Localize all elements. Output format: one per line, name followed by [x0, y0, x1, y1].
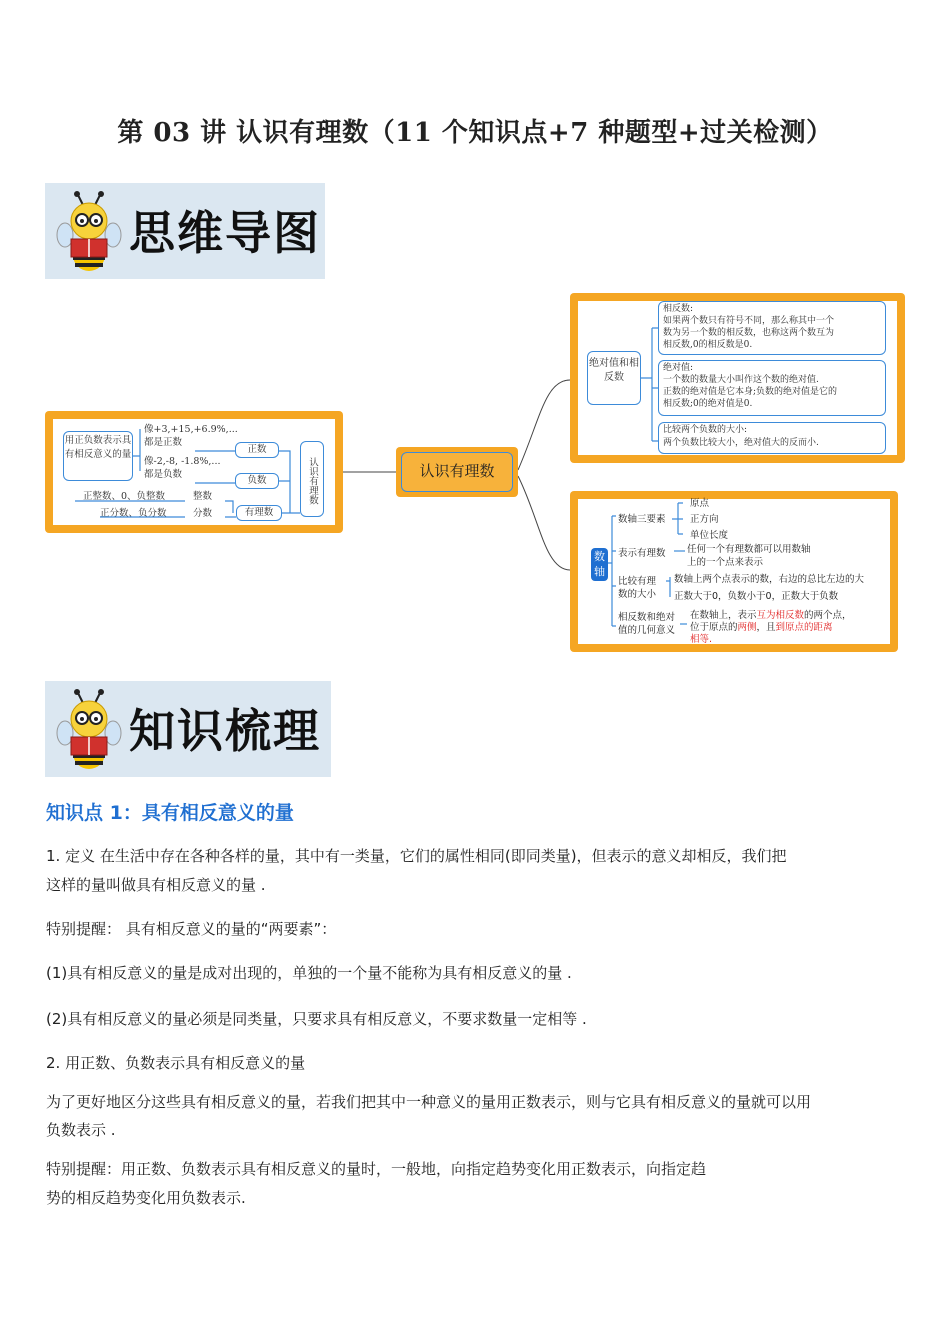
represent-text-1: 任何一个有理数都可以用数轴: [687, 544, 811, 555]
bee-reading-icon: [53, 689, 125, 773]
node-opposite-quantities: 用正负数表示具有相反意义的量: [63, 431, 133, 481]
box-compare-negatives: 比较两个负数的大小: 两个负数比较大小，绝对值大的反而小.: [658, 422, 886, 454]
geometry-label-1: 相反数和绝对: [618, 612, 676, 623]
paragraph-point-2: (2)具有相反意义的量必须是同类量，只要求具有相反意义，不要求数量一定相等 .: [46, 1010, 587, 1028]
node-number-line: 数轴: [591, 548, 608, 581]
paragraph-reminder-2b: 势的相反趋势变化用负数表示.: [46, 1189, 246, 1207]
section-heading: 知识点 1：具有相反意义的量: [46, 802, 294, 824]
element-unit: 单位长度: [690, 530, 729, 541]
banner-title: 知识梳理: [129, 704, 321, 758]
page-title: 第 03 讲 认识有理数（11 个知识点+7 种题型+过关检测）: [117, 118, 833, 148]
center-node-label: 认识有理数: [401, 452, 513, 492]
fraction-line: 正分数、负分数: [100, 508, 167, 519]
node-rational-vertical: 认识有理数: [300, 441, 324, 517]
paragraph-point-1: (1)具有相反意义的量是成对出现的，单独的一个量不能称为具有相反意义的量 .: [46, 964, 572, 982]
compare-label-1: 比较有理: [618, 576, 657, 587]
box-opposite-number: 相反数: 如果两个数只有符号不同，那么称其中一个 数为另一个数的相反数，也称这两个数互为 相反数,0的相反数是0.: [658, 301, 886, 355]
center-node: [396, 447, 518, 497]
node-abs-opposite: 绝对值和相反数: [587, 351, 641, 405]
paragraph-definition-2: 这样的量叫做具有相反意义的量 .: [46, 876, 266, 894]
geometry-text-1: 在数轴上，表示互为相反数的两个点，: [690, 610, 852, 621]
represent-text-2: 上的一个点来表示: [687, 557, 764, 568]
integer-line: 正整数、0、负整数: [83, 491, 166, 502]
element-origin: 原点: [690, 498, 710, 509]
example-negative-2: 都是负数: [144, 469, 183, 480]
mindmap-top-right-panel: [570, 293, 905, 463]
paragraph-subheading-2: 2. 用正数、负数表示具有相反意义的量: [46, 1054, 306, 1072]
three-elements: 数轴三要素: [618, 514, 666, 525]
banner-title: 思维导图: [129, 206, 321, 260]
paragraph-reminder-2a: 特别提醒：用正数、负数表示具有相反意义的量时，一般地，向指定趋势变化用正数表示，向指定趋: [46, 1160, 707, 1178]
fraction-label: 分数: [193, 508, 213, 519]
mindmap-bottom-right-panel: [570, 491, 898, 652]
example-positive-1: 像+3,+15,+6.9%,...: [144, 424, 238, 435]
integer-label: 整数: [193, 491, 213, 502]
node-rational: 有理数: [236, 505, 282, 521]
compare-label-2: 数的大小: [618, 589, 657, 600]
element-direction: 正方向: [690, 514, 719, 525]
paragraph-explain-1: 为了更好地区分这些具有相反意义的量，若我们把其中一种意义的量用正数表示，则与它具有相反意义的量就可以用: [46, 1093, 812, 1111]
node-positive: 正数: [235, 442, 279, 458]
example-positive-2: 都是正数: [144, 437, 183, 448]
node-negative: 负数: [235, 473, 279, 489]
geometry-label-2: 值的几何意义: [618, 625, 676, 636]
compare-text-1: 数轴上两个点表示的数，右边的总比左边的大: [674, 574, 865, 585]
geometry-text-2: 位于原点的两侧，且到原点的距离: [690, 622, 833, 633]
paragraph-reminder: 特别提醒： 具有相反意义的量的“两要素”：: [46, 920, 337, 938]
geometry-text-3: 相等.: [690, 634, 713, 645]
paragraph-explain-2: 负数表示 .: [46, 1121, 116, 1139]
box-absolute-value: 绝对值: 一个数的数量大小叫作这个数的绝对值. 正数的绝对值是它本身;负数的绝对值是它的 相反数;0的绝对值是0.: [658, 360, 886, 416]
paragraph-definition-1: 1. 定义 在生活中存在各种各样的量，其中有一类量，它们的属性相同(即同类量)，但表示的意义却相反，我们把: [46, 847, 787, 865]
example-negative-1: 像-2,-8, -1.8%,...: [144, 456, 221, 467]
represent-rational: 表示有理数: [618, 548, 666, 559]
compare-text-2: 正数大于0，负数小于0，正数大于负数: [674, 591, 839, 602]
banner-knowledge: [45, 681, 331, 777]
